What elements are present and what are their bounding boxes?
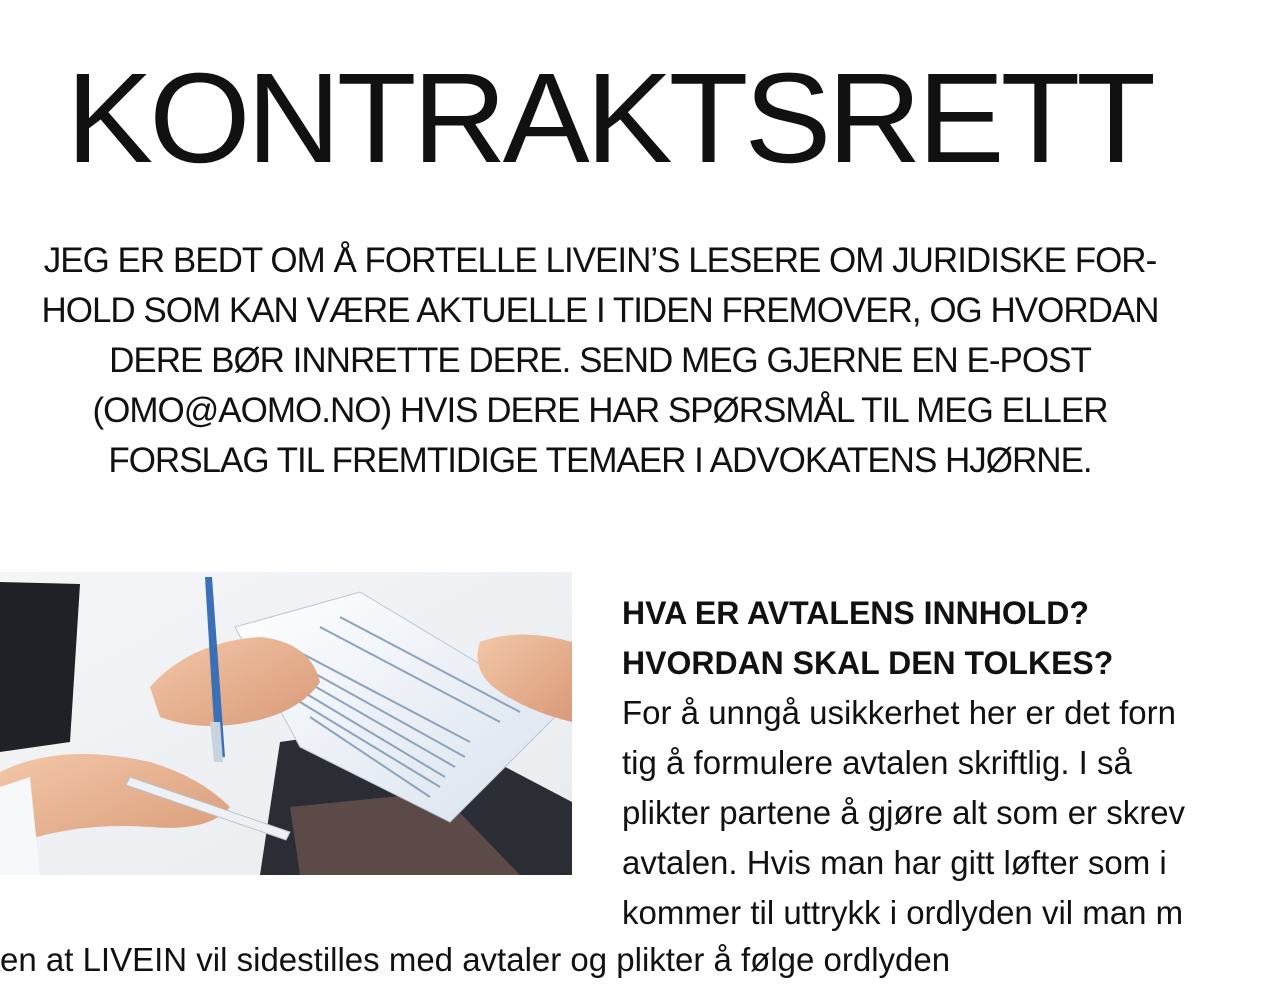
body-line: tig å formulere avtalen skriftlig. I så xyxy=(622,744,1132,781)
intro-line: DERE BØR INNRETTE DERE. SEND MEG GJERNE EN E-POST xyxy=(109,341,1091,380)
intro-paragraph xyxy=(0,236,1220,486)
intro-line: HOLD SOM KAN VÆRE AKTUELLE I TIDEN FREMOVER, OG HVORDAN xyxy=(41,291,1159,330)
page-title: KONTRAKTSRETT xyxy=(66,47,1152,190)
body-line: plikter partene å gjøre alt som er skrev xyxy=(622,794,1186,831)
section-body xyxy=(622,688,1262,938)
body-line: For å unngå usikkerhet her er det forn xyxy=(622,694,1176,731)
body-line: kommer til uttrykk i ordlyden vil man m xyxy=(622,894,1184,931)
handshake-contract-photo xyxy=(0,572,572,875)
heading-line: HVORDAN SKAL DEN TOLKES? xyxy=(622,645,1114,681)
heading-line: HVA ER AVTALENS INNHOLD? xyxy=(622,595,1089,631)
intro-line: (OMO@AOMO.NO) HVIS DERE HAR SPØRSMÅL TIL MEG ELLER xyxy=(92,391,1108,430)
photo-illustration-icon xyxy=(0,572,572,875)
body-line: avtalen. Hvis man har gitt løfter som i xyxy=(622,844,1167,881)
intro-line: JEG ER BEDT OM Å FORTELLE LIVEIN’S LESERE OM JURIDISKE FOR- xyxy=(43,241,1157,280)
intro-line: FORSLAG TIL FREMTIDIGE TEMAER I ADVOKATENS HJØRNE. xyxy=(108,441,1092,480)
cut-off-line: en at LIVEIN vil sidestilles med avtaler og plikter å følge ordlyden xyxy=(0,941,951,978)
section-heading xyxy=(622,588,1242,688)
